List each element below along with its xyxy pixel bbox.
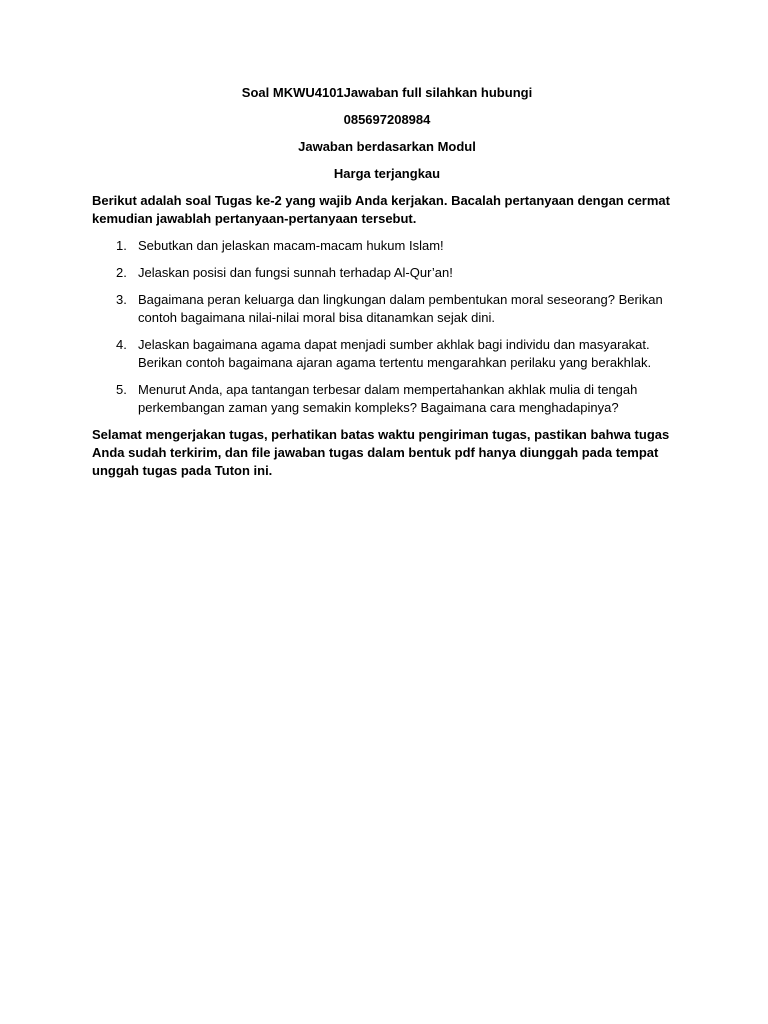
header-price-note: Harga terjangkau bbox=[333, 166, 441, 181]
question-number: 5. bbox=[116, 382, 127, 397]
header-phone: 085697208984 bbox=[343, 112, 431, 127]
question-number: 3. bbox=[116, 292, 127, 307]
header-subtitle: Jawaban berdasarkan Modul bbox=[298, 139, 476, 154]
question-text: Jelaskan posisi dan fungsi sunnah terhadap Al-Qur’an! bbox=[138, 265, 453, 280]
question-text: Sebutkan dan jelaskan macam-macam hukum Islam! bbox=[138, 238, 444, 253]
question-number: 1. bbox=[116, 238, 127, 253]
question-item bbox=[92, 381, 682, 417]
question-list bbox=[92, 237, 682, 417]
document-body bbox=[92, 84, 682, 480]
question-number: 2. bbox=[116, 265, 127, 280]
question-text: Menurut Anda, apa tantangan terbesar dalam mempertahankan akhlak mulia di tengah perkembangan zaman yang semakin kompleks? Bagaimana cara menghadapinya? bbox=[138, 382, 638, 415]
question-item bbox=[92, 291, 682, 327]
question-number: 4. bbox=[116, 337, 127, 352]
intro-paragraph: Berikut adalah soal Tugas ke-2 yang wajib Anda kerjakan. Bacalah pertanyaan dengan cermat kemudian jawablah pertanyaan-pertanyaan tersebut. bbox=[92, 193, 670, 226]
question-item bbox=[92, 336, 682, 372]
closing-paragraph: Selamat mengerjakan tugas, perhatikan batas waktu pengiriman tugas, pastikan bahwa tugas Anda sudah terkirim, dan file jawaban tugas dalam bentuk pdf hanya diunggah pada tempat unggah tugas pada Tuton ini. bbox=[92, 427, 670, 478]
question-text: Jelaskan bagaimana agama dapat menjadi sumber akhlak bagi individu dan masyarakat. Berikan contoh bagaimana ajaran agama tertentu mengarahkan perilaku yang berakhlak. bbox=[138, 337, 652, 370]
question-item bbox=[92, 264, 682, 282]
header-title: Soal MKWU4101Jawaban full silahkan hubungi bbox=[241, 85, 533, 100]
question-item bbox=[92, 237, 682, 255]
question-text: Bagaimana peran keluarga dan lingkungan dalam pembentukan moral seseorang? Berikan contoh bagaimana nilai-nilai moral bisa ditanamkan sejak dini. bbox=[138, 292, 663, 325]
